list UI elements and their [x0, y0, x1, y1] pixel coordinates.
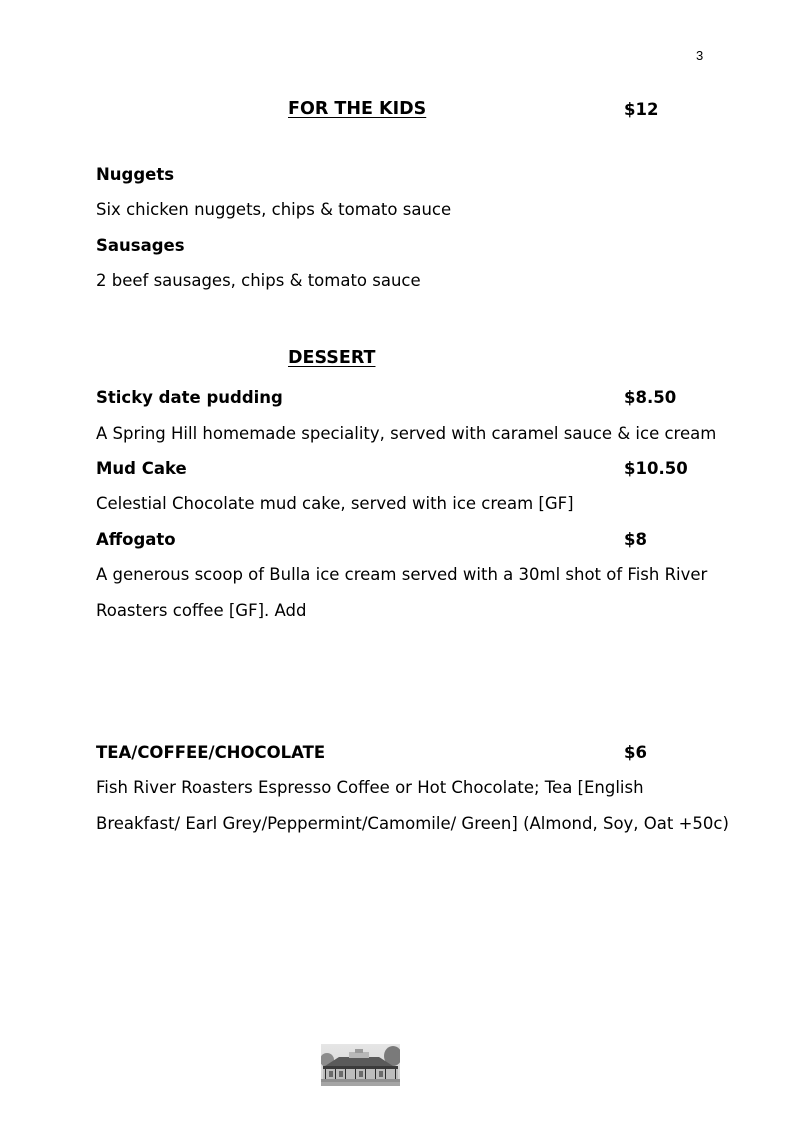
item-desc-mud-cake: Celestial Chocolate mud cake, served with ice cream [GF] — [96, 494, 574, 513]
item-name-sausages: Sausages — [96, 236, 185, 255]
item-desc-sausages: 2 beef sausages, chips & tomato sauce — [96, 271, 421, 290]
item-price-sticky-date: $8.50 — [624, 388, 677, 407]
dessert-heading: DESSERT — [288, 348, 376, 368]
item-name-drinks: TEA/COFFEE/CHOCOLATE — [96, 743, 326, 762]
item-desc-nuggets: Six chicken nuggets, chips & tomato sauce — [96, 200, 452, 219]
item-price-mud-cake: $10.50 — [624, 459, 688, 478]
item-desc-drinks-line2: Breakfast/ Earl Grey/Peppermint/Camomile/ Green] (Almond, Soy, Oat +50c) — [96, 814, 729, 833]
item-name-sticky-date: Sticky date pudding — [96, 388, 283, 407]
item-desc-affogato-line2: Roasters coffee [GF]. Add — [96, 601, 307, 620]
kids-price: $12 — [624, 100, 659, 119]
item-price-drinks: $6 — [624, 743, 647, 762]
item-desc-drinks-line1: Fish River Roasters Espresso Coffee or Hot Chocolate; Tea [English — [96, 778, 644, 797]
item-price-affogato: $8 — [624, 530, 647, 549]
item-name-affogato: Affogato — [96, 530, 176, 549]
item-name-nuggets: Nuggets — [96, 165, 175, 184]
page-number: 3 — [696, 48, 704, 63]
item-name-mud-cake: Mud Cake — [96, 459, 187, 478]
item-desc-sticky-date: A Spring Hill homemade speciality, served with caramel sauce & ice cream — [96, 424, 717, 443]
kids-heading: FOR THE KIDS — [288, 99, 427, 119]
item-desc-affogato-line1: A generous scoop of Bulla ice cream served with a 30ml shot of Fish River — [96, 565, 708, 584]
building-photo — [321, 1044, 400, 1086]
